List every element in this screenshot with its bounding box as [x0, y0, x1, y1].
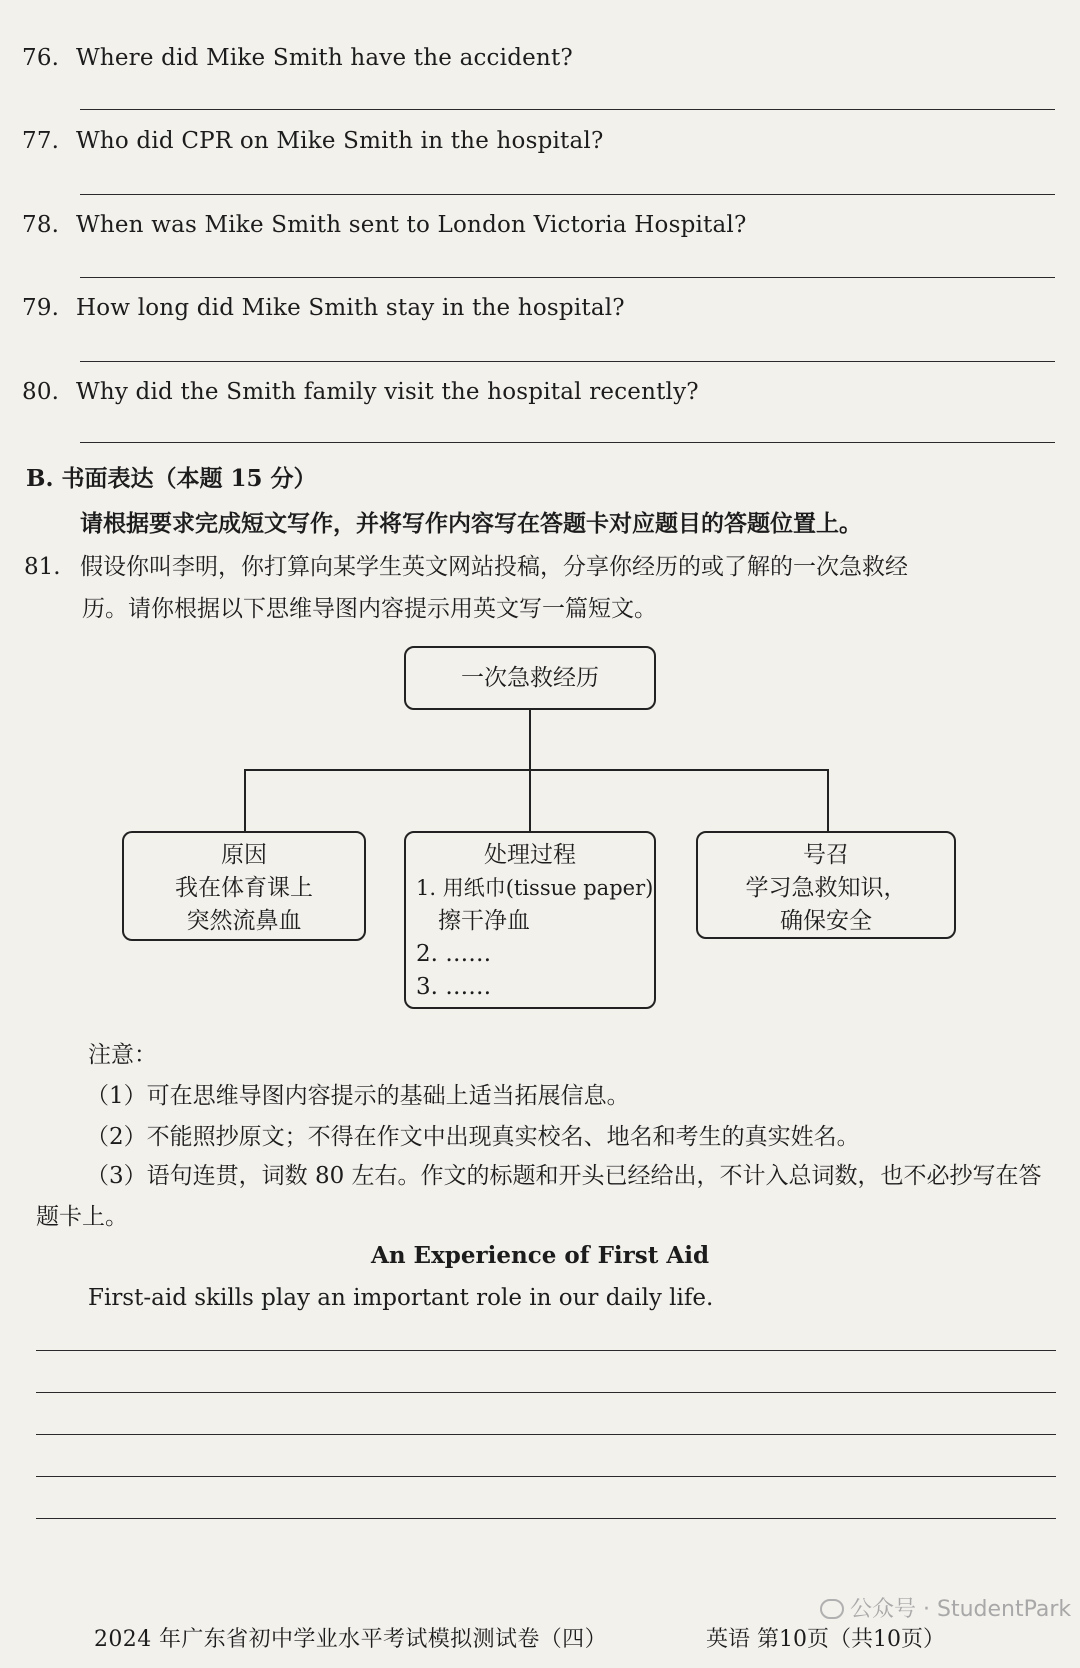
mindmap-process-step: 3. …… [416, 974, 492, 1000]
mindmap-process-title: 处理过程 [484, 842, 576, 868]
question-number: 81. [24, 554, 61, 580]
note-3: （3）语句连贯，词数 80 左右。作文的标题和开头已经给出，不计入总词数，也不必抄写在答题卡上。 [36, 1163, 1042, 1230]
chat-bubble-icon [820, 1599, 844, 1619]
mindmap-cause-line: 突然流鼻血 [186, 908, 302, 934]
question-81 [24, 546, 1064, 630]
question-text: When was Mike Smith sent to London Victoria Hospital? [76, 212, 747, 238]
mindmap-call-title: 号召 [803, 842, 849, 868]
question-number: 79. [22, 295, 60, 321]
mindmap-cause-line: 我在体育课上 [175, 875, 313, 901]
question-79 [22, 295, 625, 321]
writing-line[interactable] [36, 1392, 1056, 1393]
question-text: Why did the Smith family visit the hospital recently? [76, 379, 699, 405]
mindmap-process-box [404, 831, 656, 1009]
watermark [820, 1592, 1071, 1623]
essay-opening: First-aid skills play an important role in our daily life. [88, 1285, 714, 1311]
question-number: 77. [22, 128, 60, 154]
section-b-title: B. 书面表达（本题 15 分） [26, 465, 317, 492]
question-80 [22, 379, 699, 405]
notes-title: 注意： [88, 1042, 157, 1068]
footer-page-number: 英语 第10页（共10页） [706, 1627, 945, 1652]
question-77 [22, 128, 604, 154]
mindmap-cause-title: 原因 [221, 842, 267, 868]
mindmap-process-step: 2. …… [416, 941, 492, 967]
answer-line-79[interactable] [80, 361, 1055, 362]
writing-line[interactable] [36, 1350, 1056, 1351]
answer-line-78[interactable] [80, 277, 1055, 278]
question-81-line2: 历。请你根据以下思维导图内容提示用英文写一篇短文。 [82, 596, 657, 622]
question-number: 78. [22, 212, 60, 238]
answer-line-77[interactable] [80, 194, 1055, 195]
answer-line-80[interactable] [80, 442, 1055, 443]
mindmap-root [404, 646, 656, 710]
mindmap-process-step: 1. 用纸巾(tissue paper) [416, 876, 654, 900]
question-81-line1: 假设你叫李明，你打算向某学生英文网站投稿，分享你经历的或了解的一次急救经 [80, 554, 908, 580]
writing-line[interactable] [36, 1476, 1056, 1477]
mindmap-call-line: 确保安全 [780, 908, 872, 934]
mindmap-connector [827, 769, 829, 831]
essay-title: An Experience of First Aid [370, 1242, 710, 1269]
question-text: Who did CPR on Mike Smith in the hospital? [76, 128, 604, 154]
answer-line-76[interactable] [80, 109, 1055, 110]
mindmap-root-label: 一次急救经历 [461, 665, 599, 691]
mindmap-connector [244, 769, 246, 831]
mindmap-connector [529, 710, 531, 770]
mindmap-process-step: 擦干净血 [438, 908, 530, 934]
mindmap-call-line: 学习急救知识， [745, 875, 907, 901]
section-b-instruction: 请根据要求完成短文写作，并将写作内容写在答题卡对应题目的答题位置上。 [80, 510, 862, 537]
mindmap-connector [529, 769, 531, 831]
question-76 [22, 45, 573, 71]
mindmap-connector [244, 769, 829, 771]
watermark-text: 公众号 · StudentPark [850, 1597, 1072, 1622]
question-number: 76. [22, 45, 60, 71]
question-text: Where did Mike Smith have the accident? [76, 45, 573, 71]
mindmap-cause-box [122, 831, 366, 941]
question-78 [22, 212, 747, 238]
footer-exam-title: 2024 年广东省初中学业水平考试模拟测试卷（四） [94, 1627, 607, 1652]
question-number: 80. [22, 379, 60, 405]
note-1: （1）可在思维导图内容提示的基础上适当拓展信息。 [86, 1083, 630, 1109]
mindmap-call-box [696, 831, 956, 939]
question-text: How long did Mike Smith stay in the hospital? [76, 295, 625, 321]
writing-line[interactable] [36, 1434, 1056, 1435]
note-2: （2）不能照抄原文；不得在作文中出现真实校名、地名和考生的真实姓名。 [86, 1124, 860, 1150]
writing-line[interactable] [36, 1518, 1056, 1519]
